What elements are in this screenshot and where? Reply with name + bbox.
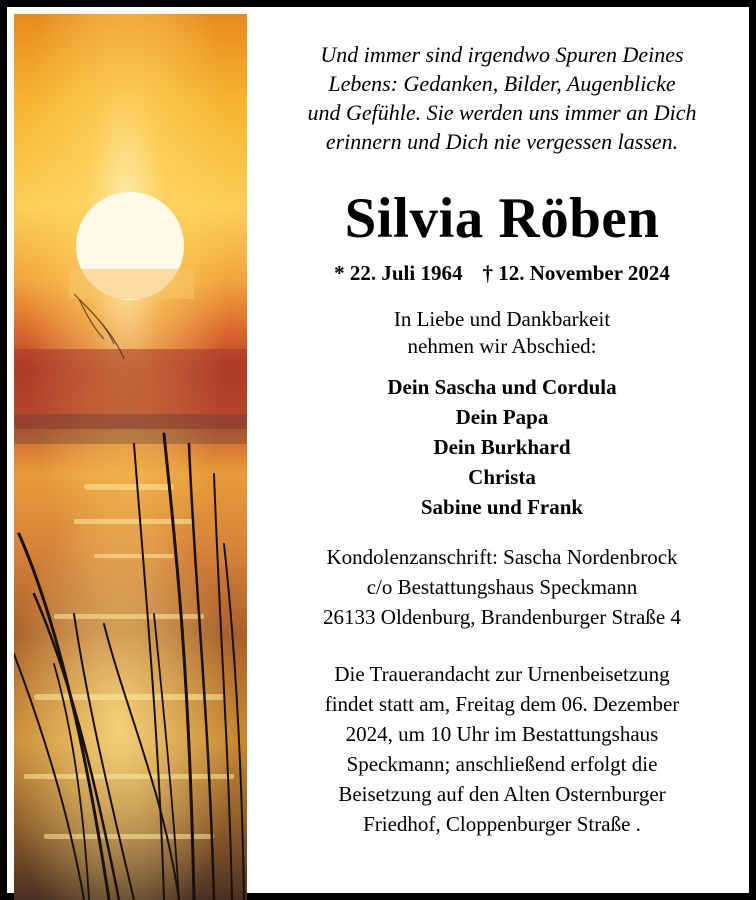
intro-line: nehmen wir Abschied: <box>407 334 597 358</box>
service-line: findet statt am, Freitag dem 06. Dezember <box>324 692 680 716</box>
quote-line: Und immer sind irgendwo Spuren Deines <box>320 42 684 67</box>
mourner-item: Dein Sascha und Cordula <box>387 375 617 399</box>
address-line: 26133 Oldenburg, Brandenburger Straße 4 <box>323 605 681 629</box>
sunset-reeds-image <box>14 14 247 900</box>
service-line: Speckmann; anschließend erfolgt die <box>346 752 658 776</box>
mourner-item: Sabine und Frank <box>420 495 584 519</box>
intro-line: In Liebe und Dankbarkeit <box>393 307 611 331</box>
service-line: Beisetzung auf den Alten Osternburger <box>338 782 666 806</box>
mourners-list <box>248 372 756 522</box>
mourner-item: Christa <box>468 465 536 489</box>
memorial-quote <box>248 40 756 156</box>
quote-line: erinnern und Dich nie vergessen lassen. <box>325 129 679 154</box>
sunset-scene-graphic <box>14 14 247 900</box>
address-line: c/o Bestattungshaus Speckmann <box>366 575 638 599</box>
mourner-item: Dein Papa <box>455 405 549 429</box>
address-line: Kondolenzanschrift: Sascha Nordenbrock <box>326 545 678 569</box>
death-date: † 12. November 2024 <box>482 261 670 285</box>
deceased-name: Silvia Röben <box>344 187 660 250</box>
farewell-intro <box>248 306 756 360</box>
service-line: 2024, um 10 Uhr im Bestattungshaus <box>345 722 659 746</box>
notice-text-column <box>248 14 756 900</box>
quote-line: und Gefühle. Sie werden uns immer an Dich <box>307 100 697 125</box>
quote-line: Lebens: Gedanken, Bilder, Augenblicke <box>328 71 676 96</box>
funeral-service-info <box>248 659 756 839</box>
birth-date: * 22. Juli 1964 <box>334 261 463 285</box>
mourner-item: Dein Burkhard <box>433 435 571 459</box>
condolence-address <box>248 542 756 632</box>
life-dates <box>248 259 756 287</box>
service-line: Die Trauerandacht zur Urnenbeisetzung <box>334 662 670 686</box>
service-line: Friedhof, Cloppenburger Straße . <box>363 812 641 836</box>
